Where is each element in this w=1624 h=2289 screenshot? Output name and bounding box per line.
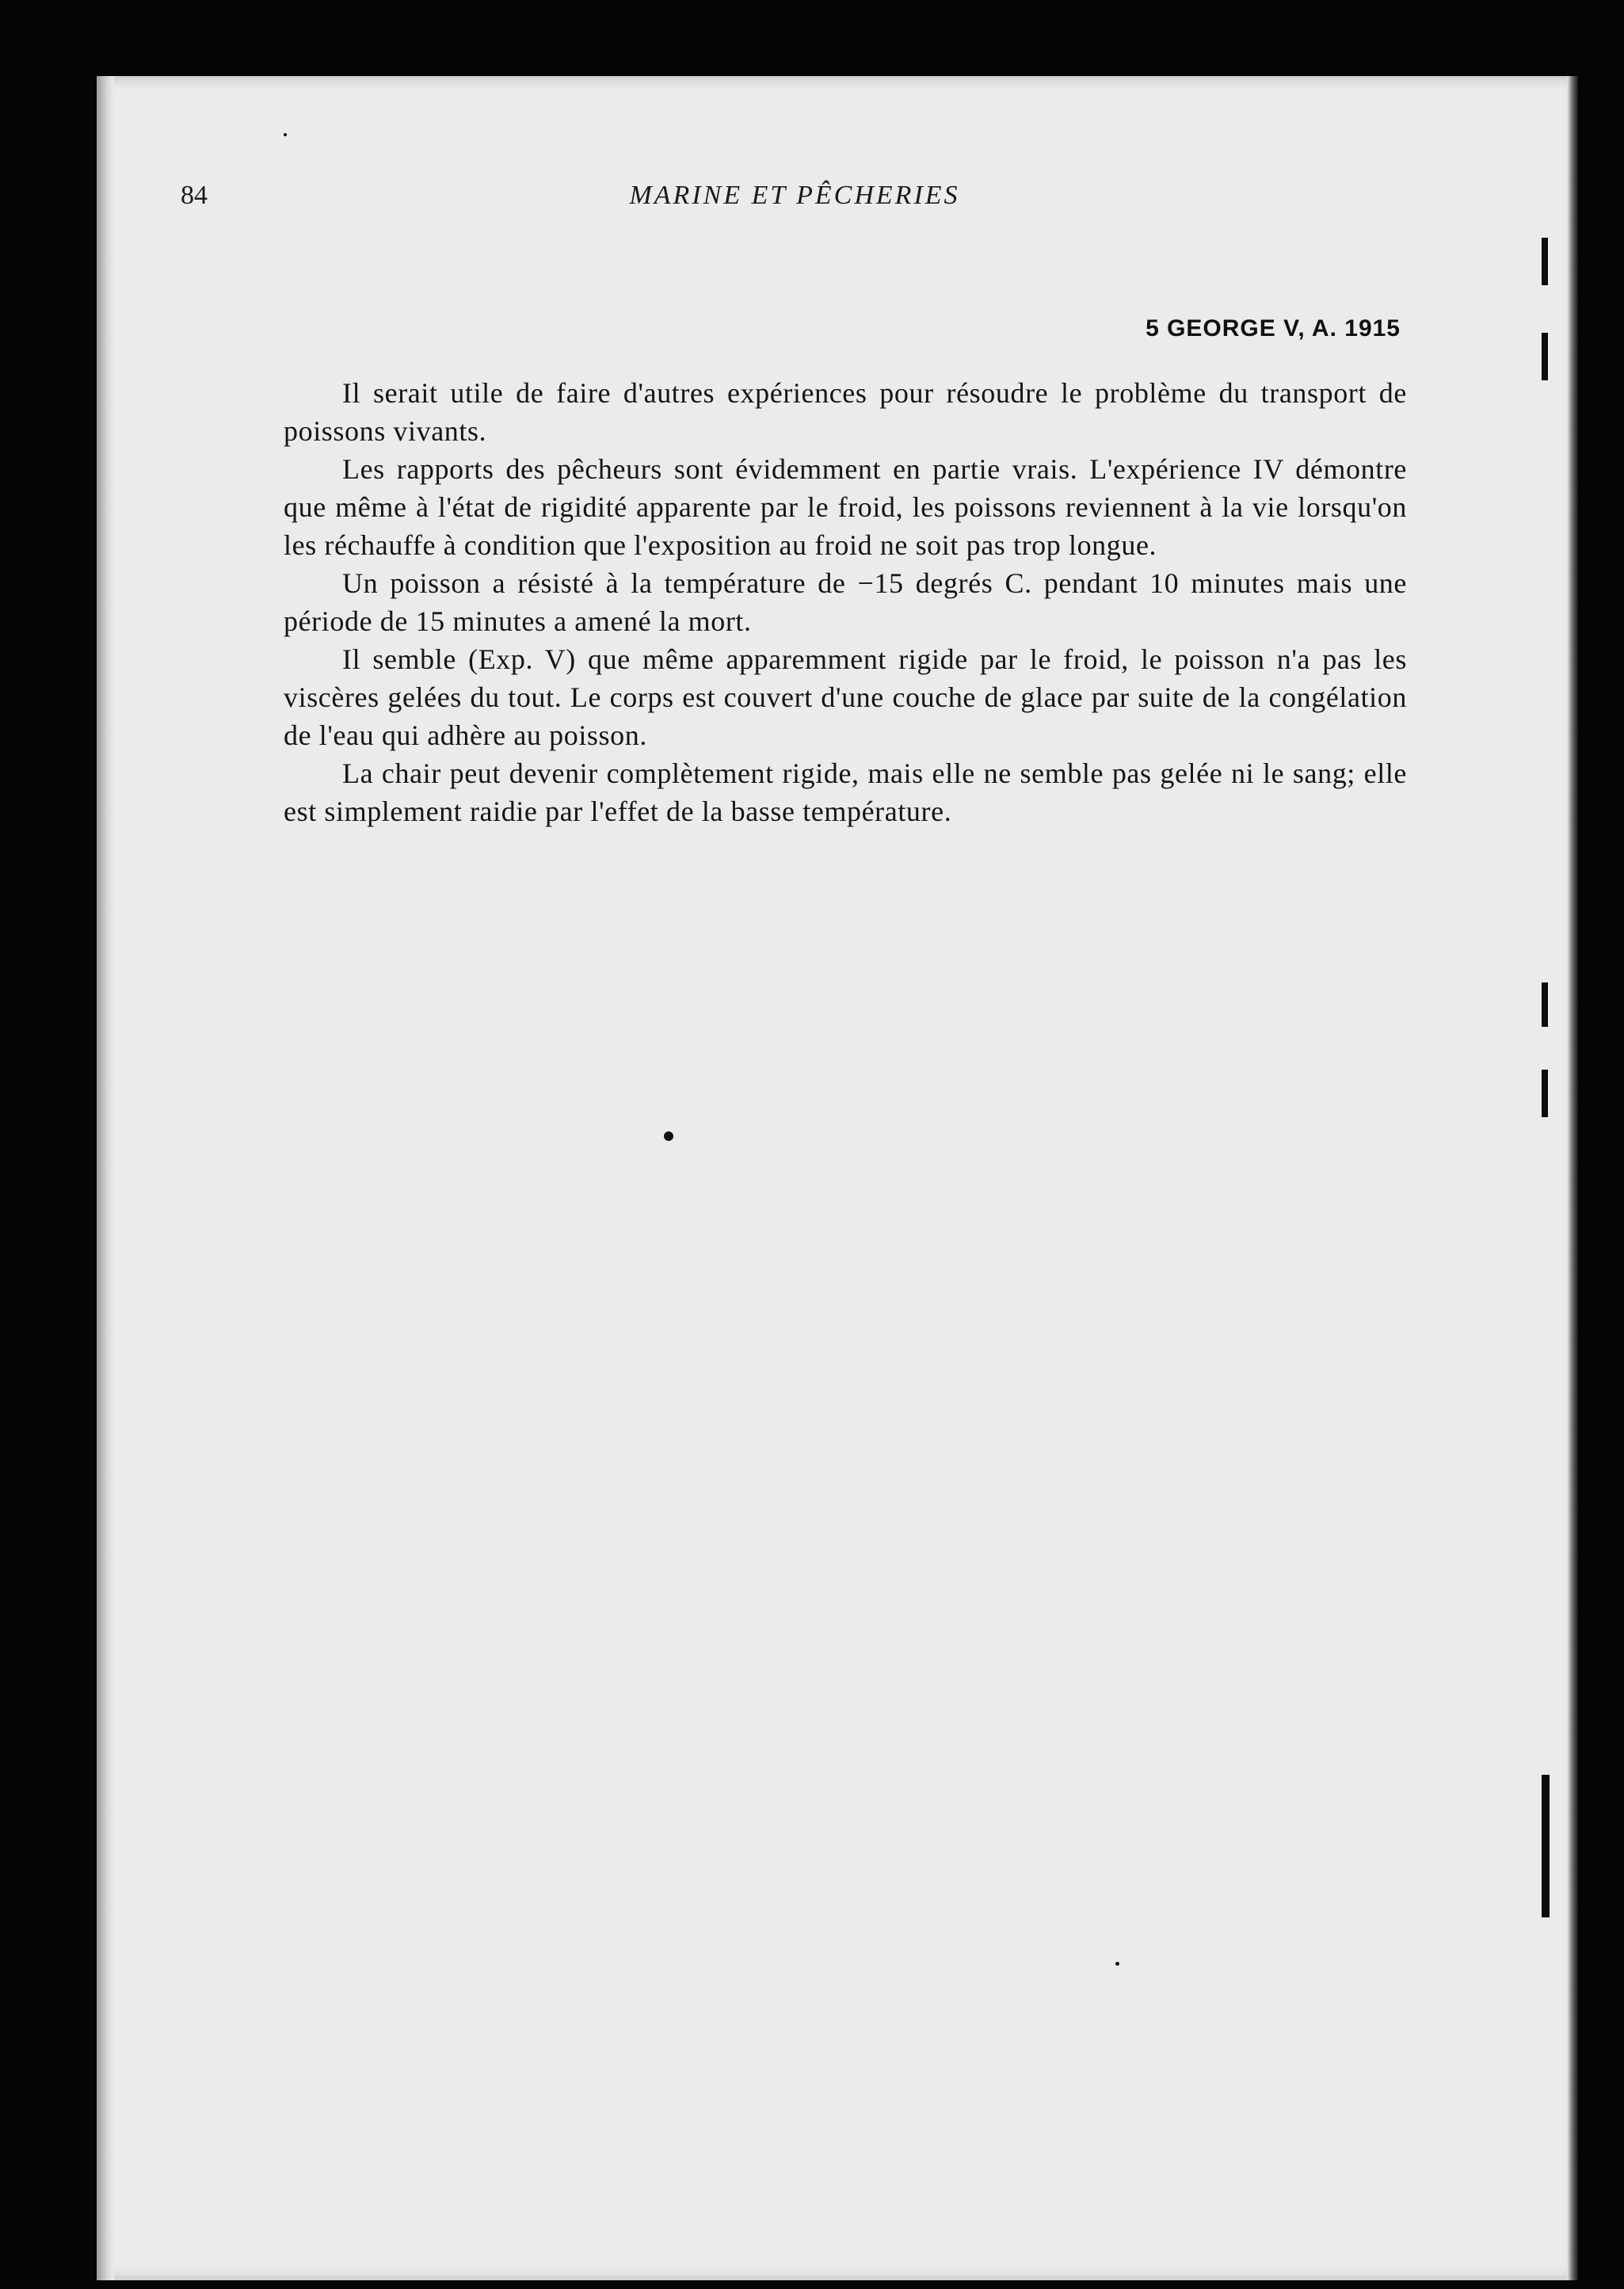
binding-shadow: [1542, 333, 1548, 380]
paragraph: La chair peut devenir complètement rigide, mais elle ne semble pas gelée ni le sang; elle est simplement raidie par l'effet de la basse température.: [284, 757, 1407, 827]
paragraph: Il serait utile de faire d'autres expériences pour résoudre le problème du transport de poissons vivants.: [284, 377, 1407, 447]
binding-shadow: [1542, 982, 1548, 1027]
scan-speck: [284, 133, 287, 136]
page-right-edge: [1567, 76, 1578, 2280]
page-left-edge: [97, 76, 114, 2280]
binding-shadow: [1542, 238, 1548, 285]
binding-shadow: [1542, 1070, 1548, 1117]
running-head: [181, 181, 1409, 220]
scan-speck: [1115, 1962, 1119, 1966]
scan-speck: [664, 1131, 673, 1141]
paragraph: Un poisson a résisté à la température de −15 degrés C. pendant 10 minutes mais une période de 15 minutes a amené la mort.: [284, 567, 1407, 637]
running-title: MARINE ET PÊCHERIES: [629, 181, 960, 210]
page-number: 84: [181, 181, 208, 210]
paragraph: Les rapports des pêcheurs sont évidemment en partie vrais. L'expérience IV démontre que même à l'état de rigidité apparente par le froid, les poissons reviennent à la vie lorsqu'on les réchauffe à condition que l'exposition au froid ne soit pas trop longue.: [284, 453, 1407, 561]
session-line: 5 GEORGE V, A. 1915: [1146, 315, 1401, 341]
paragraph: Il semble (Exp. V) que même apparemment rigide par le froid, le poisson n'a pas les viscères gelées du tout. Le corps est couvert d'une couche de glace par suite de la congélation de l'eau qui adhère au poisson.: [284, 643, 1407, 751]
body-text: [284, 374, 1407, 830]
binding-shadow: [1542, 1775, 1550, 1917]
